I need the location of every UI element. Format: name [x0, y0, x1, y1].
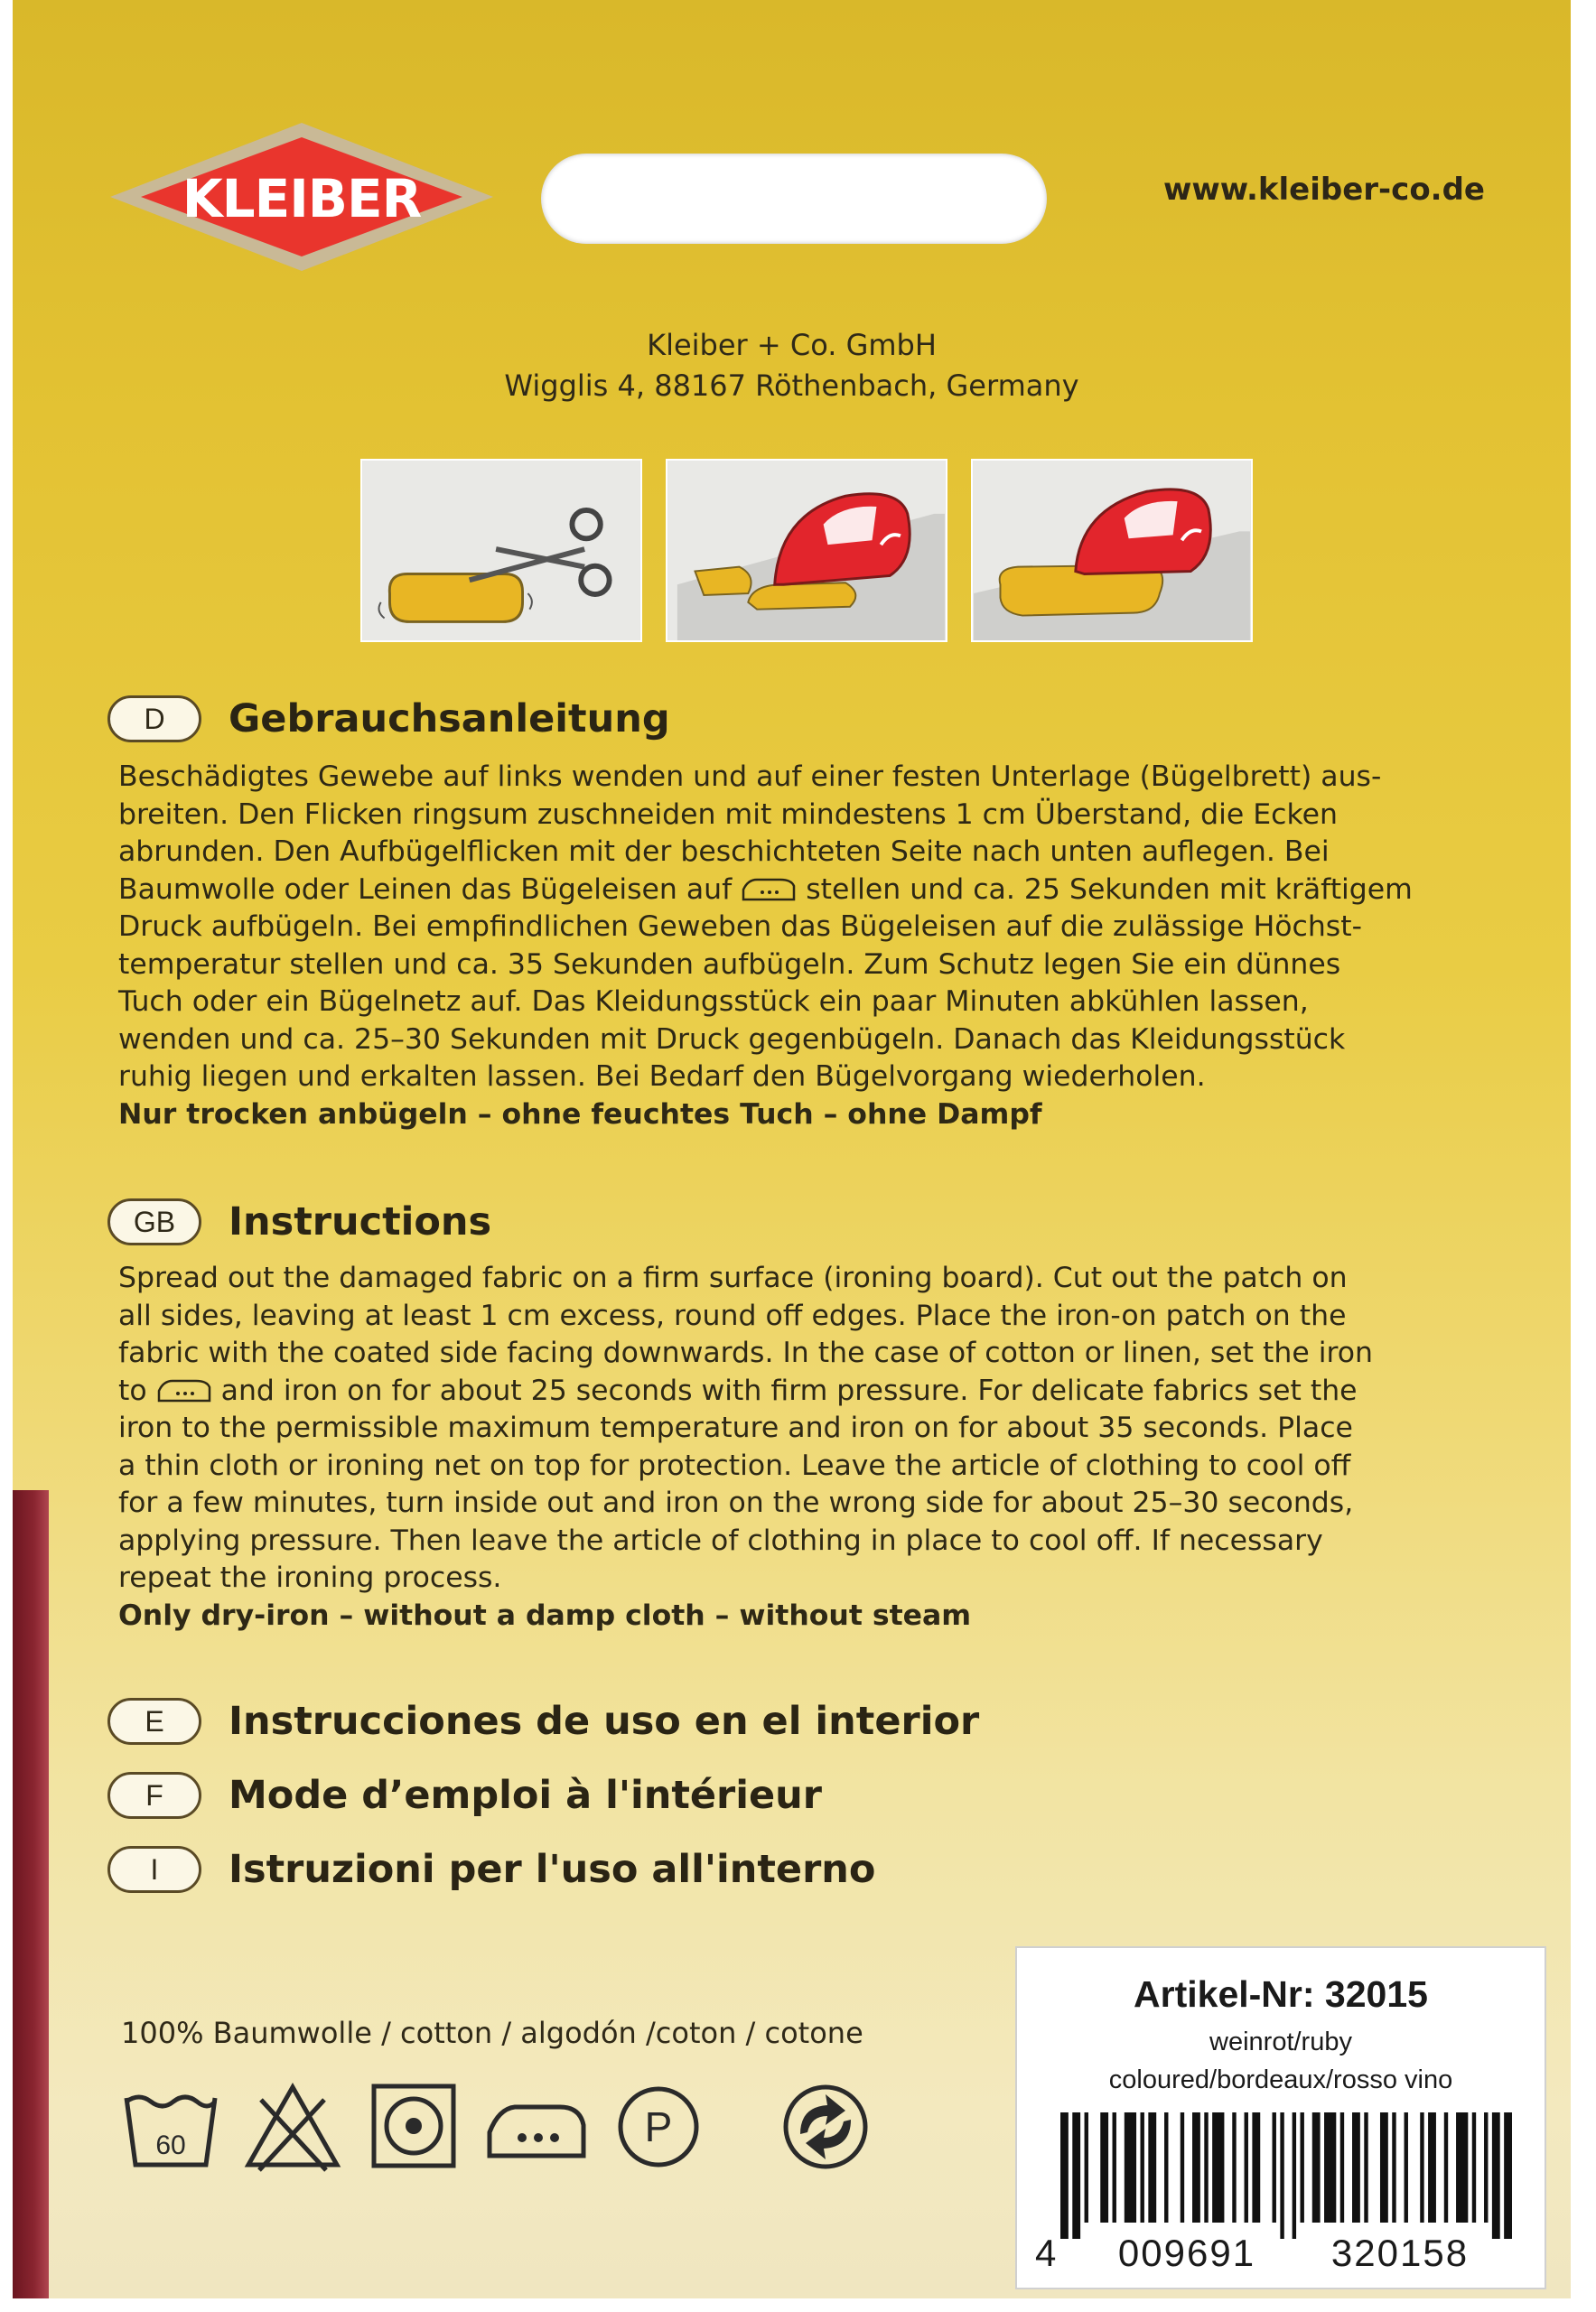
no-bleach-icon — [243, 2082, 342, 2172]
company-address — [13, 325, 1571, 406]
barcode-bar — [1060, 2112, 1069, 2239]
color-name-line-1: weinrot/ruby — [1209, 2028, 1352, 2056]
text-line: wenden und ca. 25–30 Sekunden mit Druck gegenbügeln. Danach das Kleidungsstück — [118, 1022, 1346, 1056]
scissors-cutting-patch-icon — [360, 459, 642, 642]
dry-clean-letter: P — [644, 2103, 673, 2150]
barcode-bar — [1280, 2112, 1283, 2239]
kleiber-logo — [103, 117, 500, 275]
barcode-bar — [1125, 2112, 1136, 2223]
text-line: breiten. Den Flicken ringsum zuschneiden mit mindestens 1 cm Überstand, die Ecken — [118, 797, 1338, 831]
iron-three-dots-icon — [156, 1378, 212, 1403]
text-line: iron to the permissible maximum temperature and iron on for about 35 seconds. Place — [118, 1412, 1353, 1444]
barcode-bar — [1472, 2112, 1476, 2223]
section-title-e: Instrucciones de uso en el interior — [229, 1699, 980, 1744]
tumble-dry-icon — [369, 2082, 460, 2172]
text-segment: to — [118, 1374, 147, 1407]
instructions-gb — [118, 1260, 1509, 1635]
iron-three-dots-icon — [482, 2082, 591, 2172]
website-url[interactable]: www.kleiber-co.de — [1162, 172, 1485, 208]
ean-barcode — [1060, 2112, 1512, 2239]
text-line: a thin cloth or ironing net on top for protection. Leave the article of clothing to cool off — [118, 1449, 1351, 1482]
wash-60-icon — [121, 2082, 220, 2172]
barcode-bar — [1352, 2112, 1360, 2223]
barcode-bar — [1232, 2112, 1236, 2223]
dry-clean-p-icon — [613, 2082, 704, 2172]
text-line: temperatur stellen und ca. 35 Sekunden aufbügeln. Zum Schutz legen Sie ein dünnes — [118, 947, 1341, 981]
section-title-gb: Instructions — [229, 1199, 492, 1245]
text-line: repeat the ironing process. — [118, 1562, 502, 1594]
barcode-bar — [1492, 2112, 1500, 2239]
barcode-bar — [1245, 2112, 1248, 2223]
language-badge-i: I — [107, 1846, 201, 1893]
barcode-bar — [1405, 2112, 1408, 2223]
barcode-bar — [1140, 2112, 1143, 2223]
barcode-bar — [1300, 2112, 1303, 2223]
care-symbols — [121, 2082, 898, 2181]
article-label — [1015, 1946, 1546, 2289]
barcode-bar — [1072, 2112, 1080, 2239]
barcode-digits — [1035, 2232, 1523, 2275]
text-line: for a few minutes, turn inside out and iron on the wrong side for about 25–30 seconds, — [118, 1487, 1354, 1519]
company-name: Kleiber + Co. GmbH — [647, 328, 937, 362]
barcode-bar — [1293, 2112, 1296, 2239]
barcode-bar — [1113, 2112, 1116, 2223]
language-badge-f: F — [107, 1772, 201, 1819]
article-number: Artikel-Nr: 32015 — [1134, 1973, 1428, 2015]
section-header-i — [107, 1846, 875, 1893]
barcode-bar — [1085, 2112, 1088, 2223]
barcode-bar — [1273, 2112, 1276, 2223]
text-line-with-iron — [118, 872, 1509, 909]
text-line: ruhig liegen und erkalten lassen. Bei Bedarf den Bügelvorgang wiederholen. — [118, 1060, 1206, 1093]
barcode-bar — [1444, 2112, 1448, 2223]
barcode-bar — [1392, 2112, 1395, 2223]
text-segment: Baumwolle oder Leinen das Bügeleisen auf — [118, 872, 733, 906]
hang-hole — [541, 154, 1047, 244]
barcode-bar — [1380, 2112, 1388, 2223]
section-title-de: Gebrauchsanleitung — [229, 696, 670, 741]
barcode-digit-group: 4 — [1035, 2232, 1059, 2274]
section-header-gb — [107, 1198, 491, 1245]
barcode-bar — [1192, 2112, 1200, 2223]
iron-pressing-patch-icon — [971, 459, 1253, 642]
text-line: fabric with the coated side facing downwards. In the case of cotton or linen, set the iron — [118, 1337, 1373, 1369]
barcode-bar — [1364, 2112, 1367, 2223]
barcode-digit-group: 320158 — [1330, 2232, 1470, 2274]
section-header-e — [107, 1698, 979, 1745]
barcode-bar — [1484, 2112, 1488, 2223]
fabric-sample-edge — [13, 1490, 49, 2298]
barcode-bar — [1340, 2112, 1344, 2223]
instructions-de — [118, 759, 1509, 1133]
text-line: Druck aufbügeln. Bei empfindlichen Geweben das Bügeleisen auf die zulässige Höchst- — [118, 910, 1362, 943]
wash-temperature: 60 — [155, 2130, 186, 2160]
language-badge-gb: GB — [107, 1198, 201, 1245]
text-segment: stellen und ca. 25 Sekunden mit kräftigem — [806, 872, 1413, 906]
text-line: Spread out the damaged fabric on a firm surface (ironing board). Cut out the patch on — [118, 1262, 1348, 1294]
company-street: Wigglis 4, 88167 Röthenbach, Germany — [504, 368, 1079, 403]
iron-placing-patch-icon — [666, 459, 947, 642]
barcode-bar — [1204, 2112, 1208, 2223]
recycling-icon — [780, 2082, 871, 2172]
fabric-composition: 100% Baumwolle / cotton / algodón /coton / cotone — [121, 2016, 863, 2050]
barcode-bar — [1181, 2112, 1184, 2223]
barcode-bar — [1428, 2112, 1436, 2223]
package-back-card — [13, 0, 1571, 2298]
language-badge-de: D — [107, 695, 201, 742]
section-title-i: Istruzioni per l'uso all'interno — [229, 1847, 876, 1892]
barcode-bar — [1212, 2112, 1224, 2223]
barcode-bar — [1312, 2112, 1321, 2223]
barcode-bar — [1324, 2112, 1336, 2223]
barcode-bar — [1164, 2112, 1168, 2223]
text-line: all sides, leaving at least 1 cm excess, round off edges. Place the iron-on patch on the — [118, 1299, 1347, 1332]
language-badge-e: E — [107, 1698, 201, 1745]
section-header-f — [107, 1772, 822, 1819]
barcode-digit-group: 009691 — [1117, 2232, 1256, 2274]
barcode-bar — [1456, 2112, 1468, 2223]
warning-gb: Only dry-iron – without a damp cloth – without steam — [118, 1599, 972, 1632]
text-line: Tuch oder ein Bügelnetz auf. Das Kleidungsstück ein paar Minuten abkühlen lassen, — [118, 985, 1309, 1018]
text-segment: and iron on for about 25 seconds with firm pressure. For delicate fabrics set the — [220, 1374, 1358, 1407]
text-line: Beschädigtes Gewebe auf links wenden und auf einer festen Unterlage (Bügelbrett) aus- — [118, 760, 1382, 793]
svg-text:KLEIBER: KLEIBER — [182, 168, 422, 229]
text-line: applying pressure. Then leave the article of clothing in place to cool off. If necessary — [118, 1524, 1323, 1557]
barcode-bar — [1100, 2112, 1108, 2223]
section-header-de — [107, 695, 670, 742]
barcode-bar — [1148, 2112, 1156, 2223]
barcode-bar — [1420, 2112, 1423, 2223]
instruction-illustrations — [360, 459, 1255, 644]
warning-de: Nur trocken anbügeln – ohne feuchtes Tuch – ohne Dampf — [118, 1097, 1042, 1131]
barcode-bar — [1504, 2112, 1512, 2239]
text-line: abrunden. Den Aufbügelflicken mit der beschichteten Seite nach unten auflegen. Bei — [118, 835, 1330, 868]
text-line-with-iron — [118, 1373, 1509, 1411]
section-title-f: Mode d’emploi à l'intérieur — [229, 1773, 822, 1818]
barcode-bar — [1252, 2112, 1260, 2223]
color-name-line-2: coloured/bordeaux/rosso vino — [1108, 2065, 1453, 2094]
iron-three-dots-icon — [741, 877, 797, 902]
